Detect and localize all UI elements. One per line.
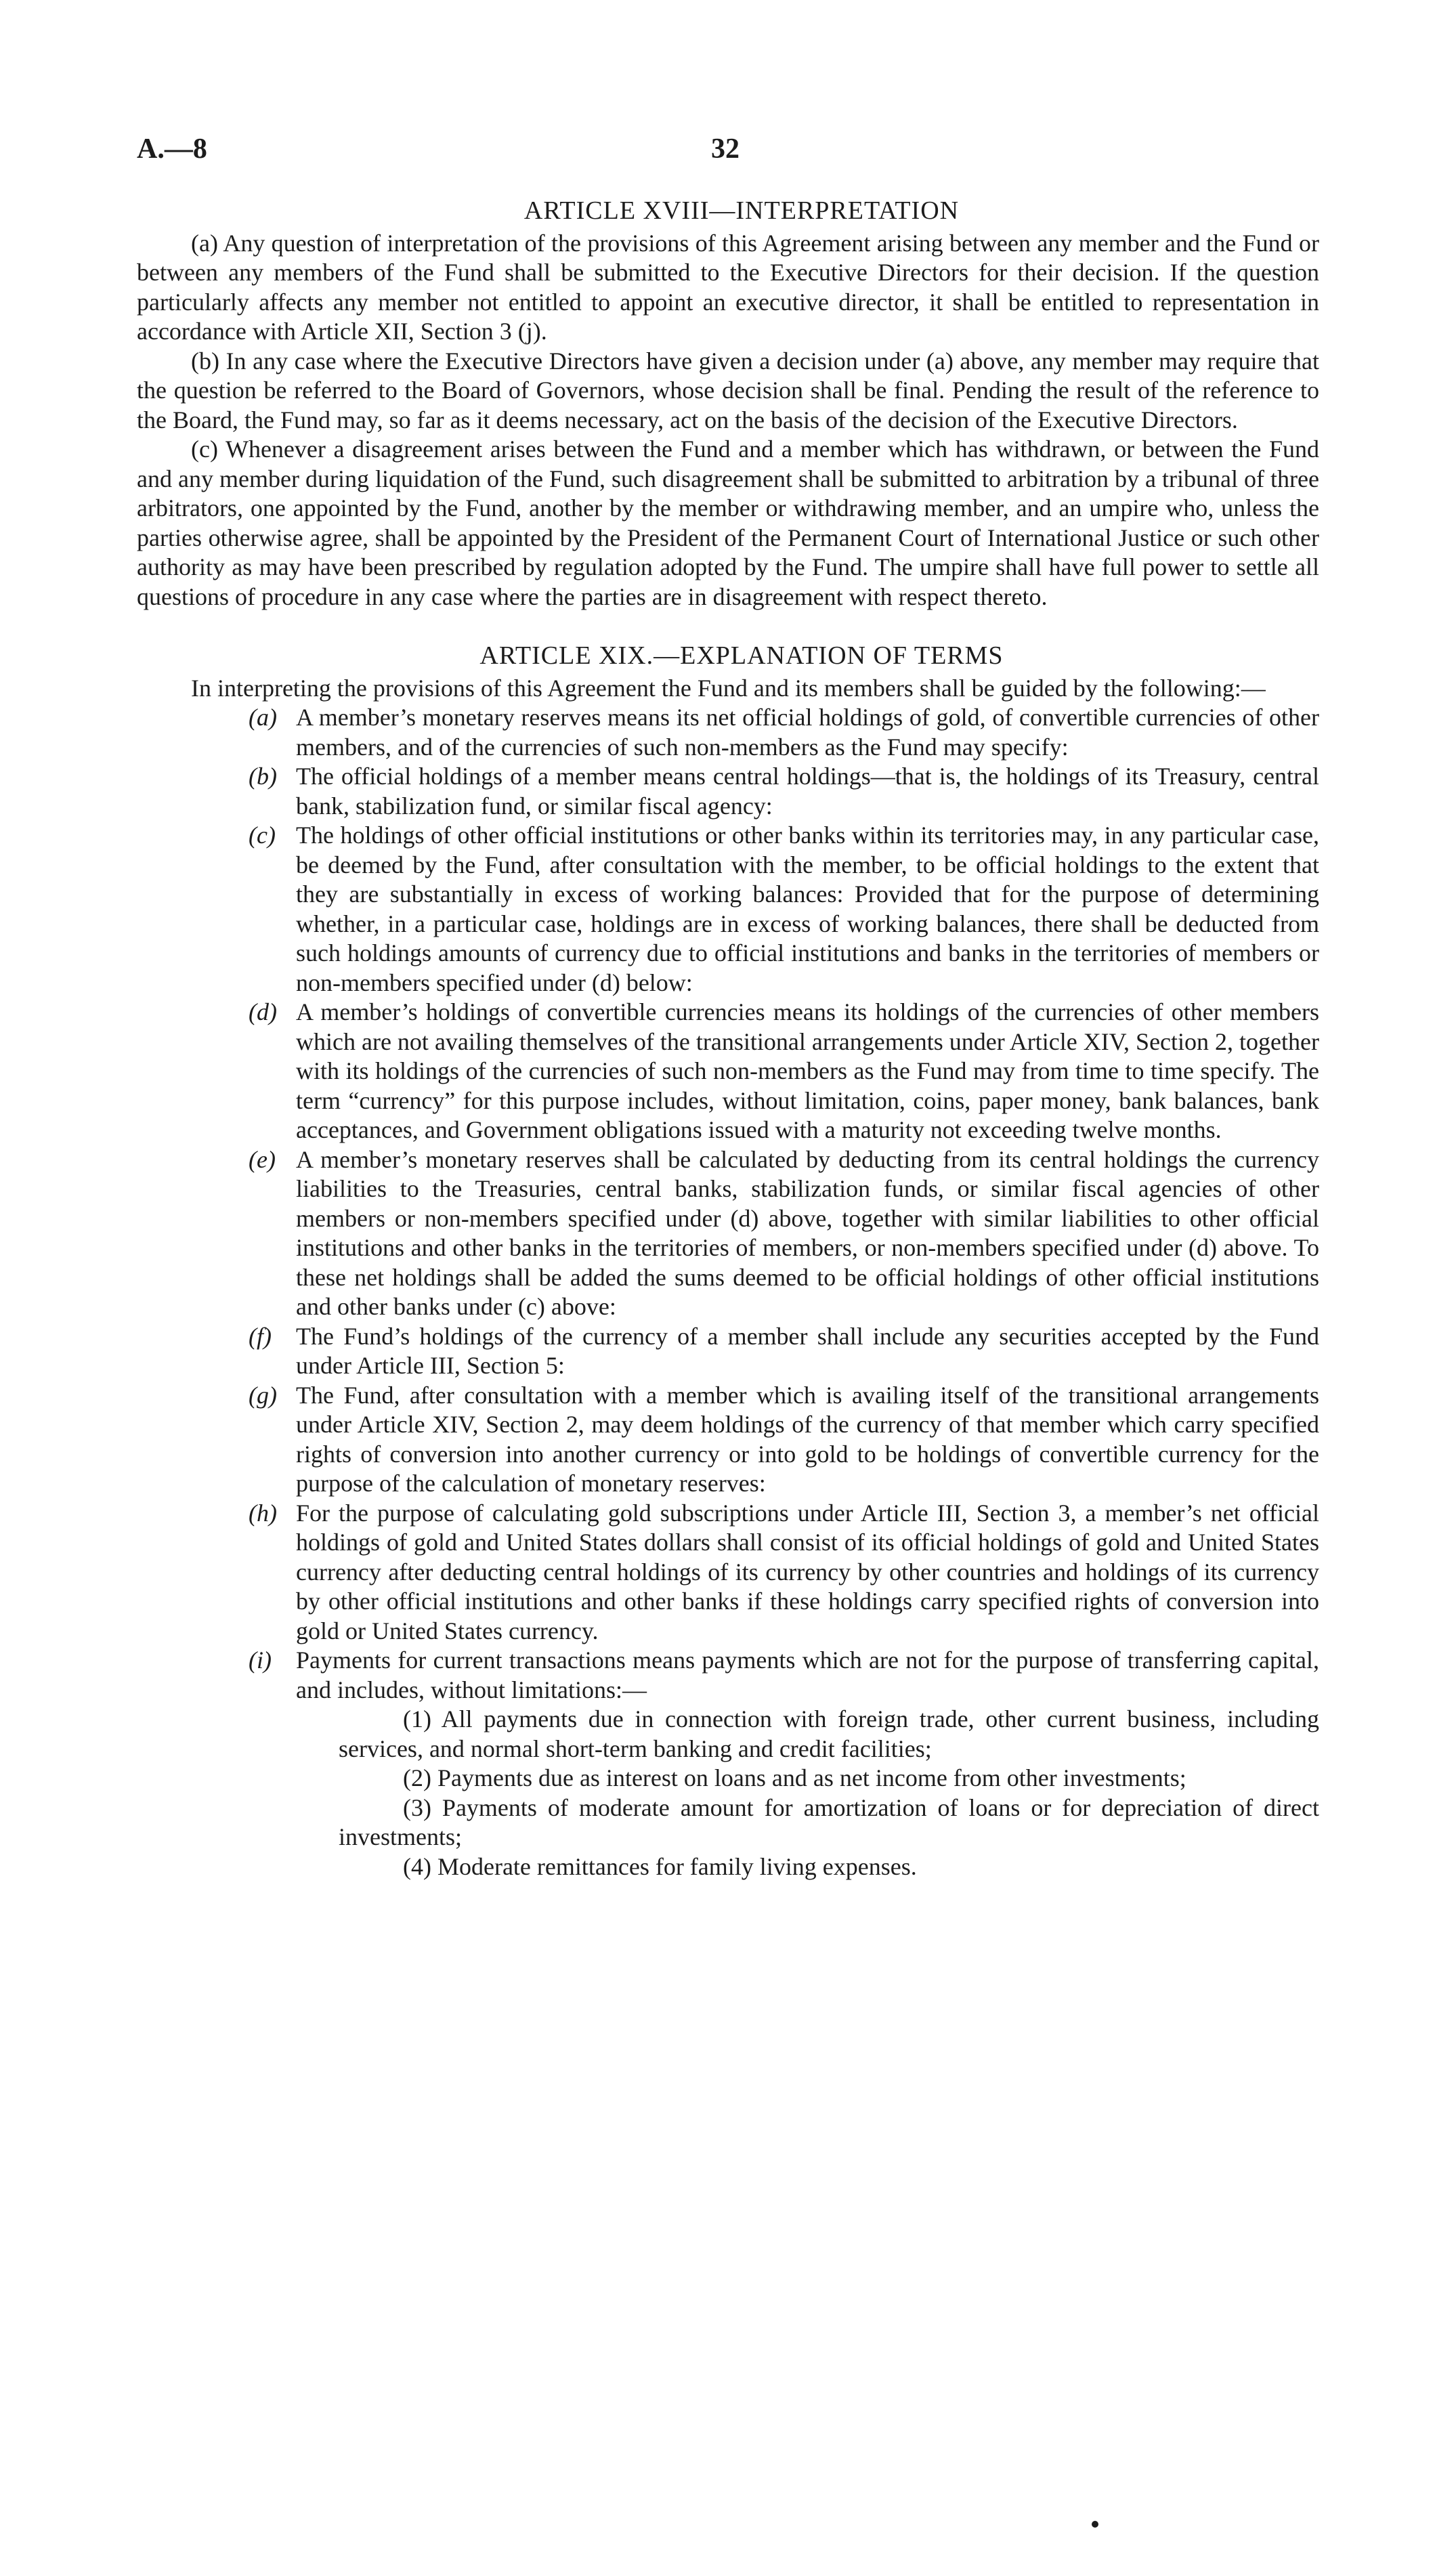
item-label: (c) <box>249 822 276 849</box>
item-label: (d) <box>249 998 277 1025</box>
article-xix-heading: ARTICLE XIX.—EXPLANATION OF TERMS <box>479 641 1004 670</box>
subitem: (2) Payments due as interest on loans and as net income from other investments; <box>403 1764 1186 1791</box>
item-label: (e) <box>249 1145 276 1173</box>
definition-item <box>249 1322 1319 1381</box>
item-text: The official holdings of a member means central holdings—that is, the holdings of its Treasury, central bank, stabilization fund, or similar fiscal agency: <box>296 763 1319 820</box>
item-text: A member’s monetary reserves shall be calculated by deducting from its central holdings the currency liabilities to the Treasuries, central banks, stabilization funds, or similar fiscal agencies of other members or non-members specified under (d) above, together with similar liabilities to other official institutions and other banks in the territories of members, or non-members specified under (d) above. To these net holdings shall be added the sums deemed to be official holdings of other official institutions and other banks under (c) above: <box>296 1145 1319 1320</box>
item-text: For the purpose of calculating gold subscriptions under Article III, Section 3, a member’s net official holdings of gold and United States dollars shall consist of its official holdings of gold and United States currency after deducting central holdings of its currency by other countries and holdings of its currency by other official institutions and other banks if these holdings carry specified rights of conversion into gold or United States currency. <box>296 1499 1319 1644</box>
definition-item <box>249 703 1319 762</box>
article-xviii-paragraph-a: (a) Any question of interpretation of the provisions of this Agreement arising between any member and the Fund or between any members of the Fund shall be submitted to the Executive Directors for their decision. If the question particularly affects any member not entitled to appoint an executive director, it shall be entitled to representation in accordance with Article XII, Section 3 (j). <box>137 229 1319 345</box>
definition-item <box>249 1646 1319 1705</box>
definition-item <box>249 998 1319 1145</box>
item-text: A member’s monetary reserves means its net official holdings of gold, of convertible currencies of other members, and of the currencies of such non-members as the Fund may specify: <box>296 704 1319 761</box>
item-text: The holdings of other official institutions or other banks within its territories may, in any particular case, be deemed by the Fund, after consultation with the member, to be official holdings to the extent that they are substantially in excess of working balances: Provided that for the purpose of determining whether, in a particular case, holdings are in excess of working balances, there shall be deducted from such holdings amounts of currency due to official institutions and banks in the territories of members or non-members specified under (d) below: <box>296 822 1319 996</box>
page-reference: A.—8 <box>137 133 207 165</box>
definition-item <box>249 1145 1319 1322</box>
item-text: The Fund’s holdings of the currency of a member shall include any securities accepted by the Fund under Article III, Section 5: <box>296 1322 1319 1379</box>
article-xviii-paragraph-b: (b) In any case where the Executive Directors have given a decision under (a) above, any member may require that the question be referred to the Board of Governors, whose decision shall be final. Pending the result of the reference to the Board, the Fund may, so far as it deems necessary, act on the basis of the decision of the Executive Directors. <box>137 347 1319 433</box>
subitem: (4) Moderate remittances for family living expenses. <box>403 1852 917 1880</box>
item-text: The Fund, after consultation with a member which is availing itself of the transitional arrangements under Article XIV, Section 2, may deem holdings of the currency of that member which carry specified rights of conversion into another currency or into gold to be holdings of convertible currency for the purpose of the calculation of monetary reserves: <box>296 1381 1319 1497</box>
definition-item <box>249 821 1319 998</box>
item-label: (i) <box>249 1646 272 1674</box>
item-text: A member’s holdings of convertible currencies means its holdings of the currencies of other members which are not availing themselves of the transitional arrangements under Article XIV, Section 2, together with its holdings of the currencies of such non-members as the Fund may from time to time specify. The term “currency” for this purpose includes, without limitation, coins, paper money, bank balances, bank acceptances, and Government obligations issued with a maturity not exceeding twelve months. <box>296 998 1319 1143</box>
page-number: 32 <box>711 133 740 165</box>
definition-item <box>249 1381 1319 1499</box>
item-label: (g) <box>249 1381 277 1409</box>
subitem: (3) Payments of moderate amount for amortization of loans or for depreciation of direct investments; <box>339 1793 1319 1850</box>
item-label: (h) <box>249 1499 277 1527</box>
page-mark <box>1092 2521 1098 2528</box>
item-label: (b) <box>249 763 277 790</box>
article-xviii-paragraph-c: (c) Whenever a disagreement arises between the Fund and a member which has withdrawn, or between the Fund and any member during liquidation of the Fund, such disagreement shall be submitted to arbitration by a tribunal of three arbitrators, one appointed by the Fund, another by the member or withdrawing member, and an umpire who, unless the parties otherwise agree, shall be appointed by the President of the Permanent Court of International Justice or such other authority as may have been prescribed by regulation adopted by the Fund. The umpire shall have full power to settle all questions of procedure in any case where the parties are in disagreement with respect thereto. <box>137 435 1319 610</box>
article-xviii-heading: ARTICLE XVIII—INTERPRETATION <box>523 196 960 225</box>
subitem: (1) All payments due in connection with foreign trade, other current business, including services, and normal short-term banking and credit facilities; <box>339 1705 1319 1762</box>
item-label: (a) <box>249 704 277 731</box>
document-body <box>137 196 1319 1881</box>
article-xix-intro: In interpreting the provisions of this Agreement the Fund and its members shall be guided by the following:— <box>191 674 1266 702</box>
definition-item <box>249 762 1319 821</box>
item-text: Payments for current transactions means payments which are not for the purpose of transferring capital, and includes, without limitations:— <box>296 1646 1319 1703</box>
definition-item <box>249 1499 1319 1646</box>
item-label: (f) <box>249 1322 272 1350</box>
